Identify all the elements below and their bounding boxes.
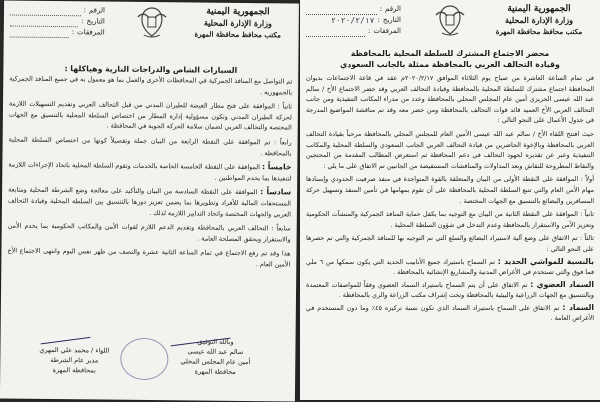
item-text: الموافقة على النقطة الخامسة الخاصة بالخدمات وتقوم السلطة المحلية باتخاذ الإجراءات اللازمة لتنفيذها بما يخدم المواطنين . [8,160,292,183]
signature-block-1 [150,336,280,377]
paragraph: رابعاً : تم الموافقة على النقطة الرابعة من البيان جملة وتفصيلاً كونها من اختصاص السلطة المحلية بالمحافظة . [8,135,292,158]
republic-title: الجمهورية اليمنية [206,6,270,18]
sub-item [306,303,594,324]
paragraph: سابعاً : التحالف العربي بالمحافظة وتقديم الدعم اللازم لقوات الأمن والمكاتب الحكومية بما يخدم الأمن والاستقرار ويحقق المصلحة العامة . [7,221,291,244]
ministry-title: وزارة الإدارة المحلية [505,15,573,25]
document-title-line-1: محضر الاجتماع المشترك للسلطة المحلية بالمحافظة [350,49,550,58]
signatory-name: سالم عبد الله عيسى [187,347,244,356]
meta-date-label: التاريخ [86,17,105,26]
meta-number-label: الرقم [88,6,106,15]
signatory-role: بمحافظة المهرة [52,365,96,375]
document-meta: الرقم : التاريخ : ٢٠٢٠/٢/١٧ المرفقات : [306,4,401,37]
sub-item-label: السماد : [562,302,594,312]
letterhead [183,6,293,40]
document-page-2 [0,0,299,401]
office-title: مكتب محافظ محافظة المهرة [194,29,282,40]
paragraph: تم التواصل مع المنافذ الجمركية في المحافظات الأخرى والعمل بما هو معمول به في جميع المنافذ الجمركية بالجمهورية . [9,74,293,97]
sub-item-text: تم الاتفاق على أن يتم السماح باستيراد السماد العضوي وفقاً للمواصفات المعتمدة وبالتنسيق مع الجهات الزراعية والبيئية بالمحافظة وتحت إشراف مكتب الزراعة والري بالمحافظة . [306,280,594,300]
sub-item-label: السماد العضوي : [530,279,594,289]
signatory-name: اللواء / محمد علي المهري [39,345,110,355]
document-page-1 [300,0,600,400]
sub-item [306,280,594,301]
paragraph: أولاً : الموافقة على النقطة الأولى من البيان والمتعلقة بالقوة المتواجدة في منفذ صرفيت الحدودي وإسنادها مهام الأمن العام والتي تتبع السلطة المحلية بالمحافظة على أن تقوم بمهامها في تأمين المنفذ وتسهيل حركة المسافرين والبضائع بالتنسيق مع الجهات المختصة . [306,175,594,205]
meta-number-label: الرقم [385,5,401,13]
paragraph: ثانياً : الموافقة على النقطة الثانية من البيان مع التوجيه بما يكفل حماية المنافذ الجمركية والمنشآت الحكومية وتعزيز الأمن والاستقرار بالمحافظة وعدم التدخل في شؤون السلطة المحلية . [306,210,594,229]
signatory-role: أمين عام المجلس المحلي [180,357,251,367]
signature-salutation: وبالله التوفيق [197,337,234,346]
meta-attachments-label: المرفقات [77,28,105,37]
office-title: مكتب محافظ محافظة المهرة [495,27,583,36]
page-2-body [7,63,292,270]
document-title-line-2: وقيادة التحالف العربي بالمحافظة ممثلة بالجانب السعودي [340,60,560,69]
official-stamp-icon [120,338,168,381]
paragraph: ثانياً : الموافقة على فتح مطار الغيضة للطيران المدني من قبل التحالف العربي وتقديم التسهيلات اللازمة لحركة الطيران المدني وتكون مسؤولية إدارة المطار من اختصاص السلطة المحلية بالتنسيق مع الجهات المختصة والتحالف العربي لضمان سلامة الحركة الجوية في المحافظة . [8,99,293,132]
yemen-emblem-icon [133,5,169,39]
handwritten-signature-icon [41,337,91,344]
page-1-body [306,48,594,324]
sub-item-text: تم السماح باستيراد جميع الأنابيب الحديد التي يكون سمكها من ٦ ملي فما فوق والتي تستخدم في الأغراض المدنية والمشاريع الإنشائية بالمحافظة . [306,257,594,277]
paragraph [8,185,291,220]
sub-item-label: بالنسبة للمواشي الحديد : [497,256,594,266]
closing-paragraph: هذا وقد تم رفع الاجتماع في تمام الساعة الثانية عشرة والنصف من ظهر نفس اليوم وانتهى الاجتماع الأخ الأمين العام . [7,246,291,269]
sub-item-text: تم الاتفاق على السماح باستيراد السماد الذي تكون نسبة تركيزه ٤٥٪ وما دون المستخدم في الأغراض العامة . [306,303,594,323]
paragraph: حيث افتتح اللقاء الأخ / سالم عبد الله عيسى الأمين العام للمجلس المحلي بالمحافظة مرحباً بقيادة التحالف العربي بالمحافظة وبالإخوة الحاضرين من قيادة التحالف العربي الجانب السعودي والسلطة المحلية والمكاتب التنفيذية وعبر عن تقديره لجهود التحالف في دعم المحافظة ثم استعرض المطالب المقدمة من المحتجين والنقاط المطروحة للنقاش وبعد المداولات والمناقشات المستفيضة من الجانبين تم الاتفاق على ما يلي : [306,129,594,170]
signatory-role: محافظة المهرة [194,367,236,376]
item-label: سادساً : [260,187,292,197]
meta-date-label: التاريخ [382,16,401,24]
letterhead [484,4,594,37]
paragraph: ثالثاً : تم الاتفاق على وضع آلية لاستيراد البضائع والسلع التي تم التوجيه بها للمنافذ الجمركية والتي تم حصرها على النحو التالي : [306,234,594,253]
item-label: خامساً : [261,162,292,172]
intro-paragraph: في تمام الساعة العاشرة من صباح يوم الثلاثاء الموافق ٢٠٢٠/٢/١٧م عقد في قاعة الاجتماعات بديوان المحافظة اجتماع مشترك للسلطة المحلية بالمحافظة وقيادة التحالف العربي وقد حضر الاجتماع الأخ / سالم عبد الله عيسى الحريزي أمين عام المجلس المحلي بالمحافظة وعدد من مدراء المكاتب التنفيذية ومن جانب التحالف العربي الأخ العميد قائد قوات التحالف بالمحافظة ومن حضر معه وقد تم مناقشة المواضيع المدرجة في جدول الأعمال على النحو التالي : [306,74,594,125]
ministry-title: وزارة الإدارة المحلية [203,17,272,29]
paragraph [8,160,291,184]
signatory-role: مدير عام الشرطة [50,355,99,365]
republic-title: الجمهورية اليمنية [507,4,571,14]
signature-block-2 [14,345,134,376]
document-meta: الرقم : التاريخ : المرفقات : [10,5,105,39]
meta-attachments-label: المرفقات [373,27,401,35]
sub-item [306,257,594,278]
section-title: السيارات الشاص والدراجات النارية وهياكلها : [64,64,238,75]
yemen-emblem-icon [432,3,468,37]
item-text: الموافقة على النقطة السادسة من البيان والتأكيد على معالجة وضع الشرطة المحلية ومتابعة المستحقات المالية للأفراد وتطويرها بما يضمن تعزيز دورها بالتنسيق بين السلطة المحلية وقيادة التحالف العربي والجهات المختصة واتخاذ التدابير اللازمة لذلك . [7,185,292,219]
handwritten-date: ٢٠٢٠/٢/١٧ [331,16,375,25]
